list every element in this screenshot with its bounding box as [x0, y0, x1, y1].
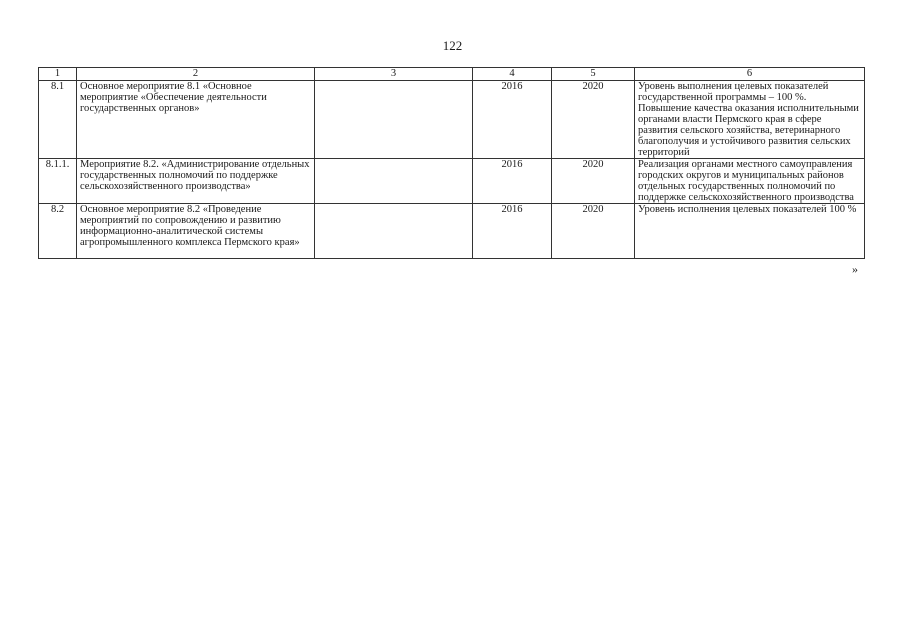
row-number: 8.2: [39, 204, 77, 259]
table-row: [39, 81, 865, 159]
table-row: [39, 159, 865, 204]
start-year: 2016: [473, 159, 552, 204]
end-year: 2020: [552, 81, 635, 159]
start-year: 2016: [473, 81, 552, 159]
page-number: 122: [442, 38, 463, 53]
column-header-2: 2: [77, 68, 315, 81]
executor-cell: [315, 204, 473, 259]
header-row: [39, 68, 865, 81]
executor-cell: [315, 81, 473, 159]
expected-result: Реализация органами местного самоуправления городских округов и муниципальных районов отдельных государственных полномочий по поддержке сельскохозяйственного производства: [635, 159, 865, 204]
column-header-1: 1: [39, 68, 77, 81]
column-header-4: 4: [473, 68, 552, 81]
end-year: 2020: [552, 204, 635, 259]
closing-quote-mark: »: [852, 262, 858, 276]
row-number: 8.1: [39, 81, 77, 159]
activity-name: Основное мероприятие 8.2 «Проведение мероприятий по сопровождению и развитию информационно-аналитической системы агропромышленного комплекса Пермского края»: [77, 204, 315, 259]
activity-name: Основное мероприятие 8.1 «Основное мероприятие «Обеспечение деятельности государственных органов»: [77, 81, 315, 159]
table-row: [39, 204, 865, 259]
start-year: 2016: [473, 204, 552, 259]
program-table: [38, 67, 865, 259]
row-number: 8.1.1.: [39, 159, 77, 204]
column-header-5: 5: [552, 68, 635, 81]
column-header-6: 6: [635, 68, 865, 81]
column-header-3: 3: [315, 68, 473, 81]
executor-cell: [315, 159, 473, 204]
expected-result: Уровень исполнения целевых показателей 100 %: [635, 204, 865, 259]
end-year: 2020: [552, 159, 635, 204]
activity-name: Мероприятие 8.2. «Администрирование отдельных государственных полномочий по поддержке сельскохозяйственного производства»: [77, 159, 315, 204]
expected-result: Уровень выполнения целевых показателей государственной программы – 100 %. Повышение качества оказания исполнительными органами власти Пермского края в сфере развития сельского хозяйства, ветеринарного благополучия и устойчивого развития сельских территорий: [635, 81, 865, 159]
